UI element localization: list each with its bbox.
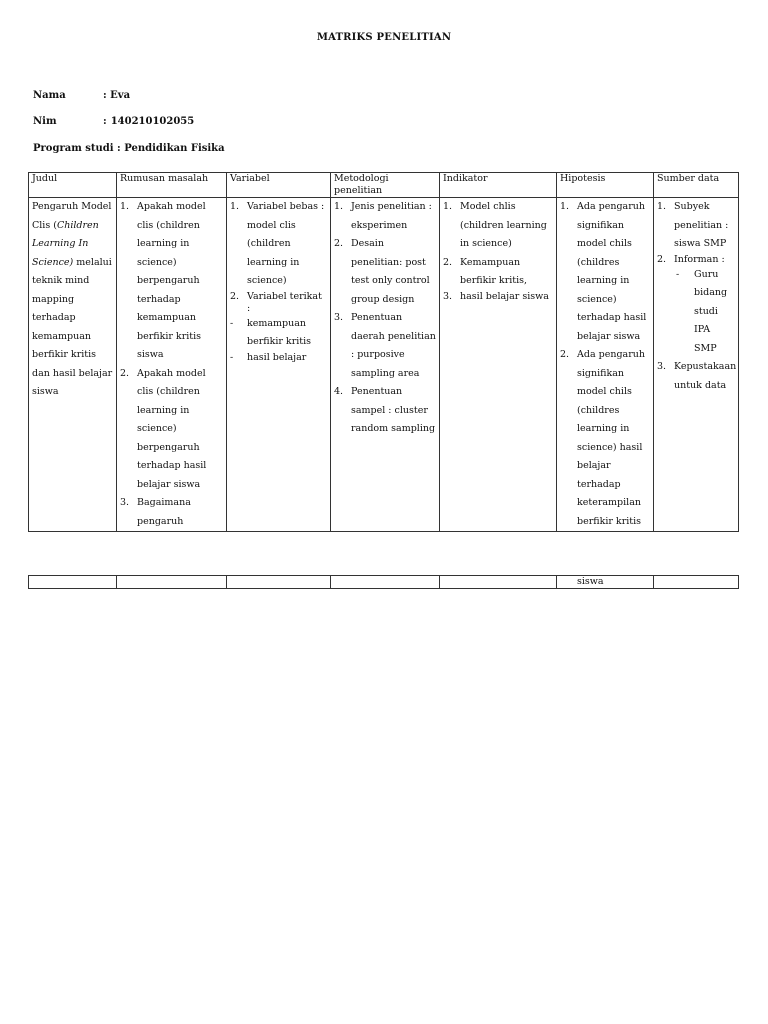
- list-text: Penentuan daerah penelitian : purposive sampling area: [351, 312, 436, 379]
- table-row: [29, 198, 739, 532]
- nim-separator: :: [103, 116, 107, 127]
- cell-metodologi: [331, 198, 440, 532]
- table-row: [29, 576, 739, 589]
- header-indikator: Indikator: [440, 173, 557, 198]
- empty-cell: [29, 576, 117, 589]
- list-number: -: [230, 317, 234, 329]
- list-item: [334, 309, 436, 383]
- list-number: 2.: [657, 253, 667, 265]
- list-item: [120, 494, 223, 531]
- judul-italic-text: Children Learning In Science): [32, 219, 99, 268]
- nim-row: [33, 116, 194, 127]
- research-matrix-table: [28, 172, 739, 532]
- header-row: [29, 173, 739, 198]
- list-item: [657, 254, 735, 359]
- list-text: Kemampuan berfikir kritis,: [460, 256, 528, 286]
- list-text: hasil belajar siswa: [460, 290, 549, 302]
- header-judul: Judul: [29, 173, 117, 198]
- cell-sumber: [654, 198, 739, 532]
- list-text: Apakah model clis (children learning in science) berpengaruh terhadap kemampuan berfikir kritis siswa: [137, 201, 206, 360]
- empty-cell: [654, 576, 739, 589]
- list-text: Variabel terikat :: [247, 290, 322, 314]
- program-studi: Program studi : Pendidikan Fisika: [33, 143, 225, 154]
- list-text: Ada pengaruh signifikan model chils (childres learning in science) hasil belajar terhadap keterampilan berfikir kritis: [577, 349, 645, 527]
- nama-label: Nama: [33, 90, 66, 101]
- header-variabel: Variabel: [227, 173, 331, 198]
- list-item: [443, 254, 553, 291]
- list-item: [560, 346, 650, 531]
- list-number: 1.: [120, 201, 130, 212]
- list-text: hasil belajar: [247, 351, 307, 363]
- header-metodologi: Metodologi penelitian: [331, 173, 440, 198]
- list-number: 2.: [120, 367, 130, 379]
- cell-hipotesis: [557, 198, 654, 532]
- list-text: Model chlis (children learning in science): [460, 201, 547, 249]
- cell-variabel: [227, 198, 331, 532]
- header-rumusan: Rumusan masalah: [117, 173, 227, 198]
- cell-judul: [29, 198, 117, 532]
- list-number: 2.: [334, 238, 344, 249]
- list-number: 3.: [334, 312, 344, 323]
- list-text: kemampuan berfikir kritis: [247, 317, 312, 347]
- header-hipotesis: Hipotesis: [557, 173, 654, 198]
- list-text: Ada pengaruh signifikan model chils (childres learning in science) terhadap hasil belajar siswa: [577, 201, 647, 342]
- list-number: 2.: [230, 290, 240, 302]
- list-item: [120, 198, 223, 365]
- list-text: Variabel bebas : model clis (children learning in science): [247, 201, 325, 286]
- judul-text-rest: melalui teknik mind mapping terhadap kemampuan berfikir kritis dan hasil belajar siswa: [32, 256, 113, 397]
- list-number: 3.: [657, 361, 667, 372]
- list-text: Kepustakaan untuk data: [674, 361, 737, 391]
- list-item: [120, 365, 223, 495]
- list-dash: -: [676, 268, 680, 280]
- list-number: 2.: [560, 349, 570, 360]
- list-number: 1.: [657, 201, 667, 212]
- list-item: [657, 358, 735, 395]
- list-number: -: [230, 351, 234, 363]
- continuation-table: [28, 575, 739, 589]
- list-text: Subyek penelitian : siswa SMP: [674, 201, 729, 249]
- list-number: 1.: [334, 201, 344, 212]
- page-title: MATRIKS PENELITIAN: [316, 32, 452, 43]
- list-number: 3.: [120, 497, 130, 508]
- list-item: [657, 198, 735, 254]
- cell-indikator: [440, 198, 557, 532]
- nama-value: : Eva: [103, 90, 131, 101]
- list-item: [230, 198, 327, 291]
- list-item: [443, 198, 553, 254]
- list-number: 4.: [334, 386, 344, 397]
- header-sumber: Sumber data: [654, 173, 739, 198]
- judul-text: Pengaruh Model Clis (: [32, 201, 112, 231]
- list-item: [230, 352, 327, 364]
- list-item: [334, 198, 436, 235]
- list-text: Jenis penelitian : eksperimen: [351, 201, 432, 231]
- continuation-cell: siswa: [557, 576, 654, 589]
- list-text: Apakah model clis (children learning in science) berpengaruh terhadap hasil belajar siswa: [137, 367, 207, 490]
- empty-cell: [117, 576, 227, 589]
- nama-row: [33, 90, 130, 101]
- list-item: [230, 315, 327, 352]
- list-number: 2.: [443, 256, 453, 268]
- sub-list-item: [674, 266, 735, 359]
- list-item: [443, 291, 553, 303]
- list-text: Informan :: [674, 253, 725, 265]
- nim-value: 140210102055: [110, 116, 195, 127]
- list-item: [230, 291, 327, 315]
- list-number: 1.: [230, 201, 240, 212]
- empty-cell: [440, 576, 557, 589]
- list-item: [560, 198, 650, 346]
- nim-label: Nim: [33, 116, 57, 127]
- list-item: [334, 383, 436, 439]
- list-text: Bagaimana pengaruh: [137, 497, 191, 527]
- empty-cell: [227, 576, 331, 589]
- list-item: [334, 235, 436, 309]
- list-number: 1.: [443, 201, 453, 212]
- list-text: Desain penelitian: post test only control group design: [351, 238, 430, 305]
- empty-cell: [331, 576, 440, 589]
- list-number: 1.: [560, 201, 570, 212]
- cell-rumusan: [117, 198, 227, 532]
- list-number: 3.: [443, 290, 453, 302]
- list-text: Penentuan sampel : cluster random sampling: [351, 386, 436, 434]
- list-text: Guru bidang studi IPA SMP: [694, 268, 728, 354]
